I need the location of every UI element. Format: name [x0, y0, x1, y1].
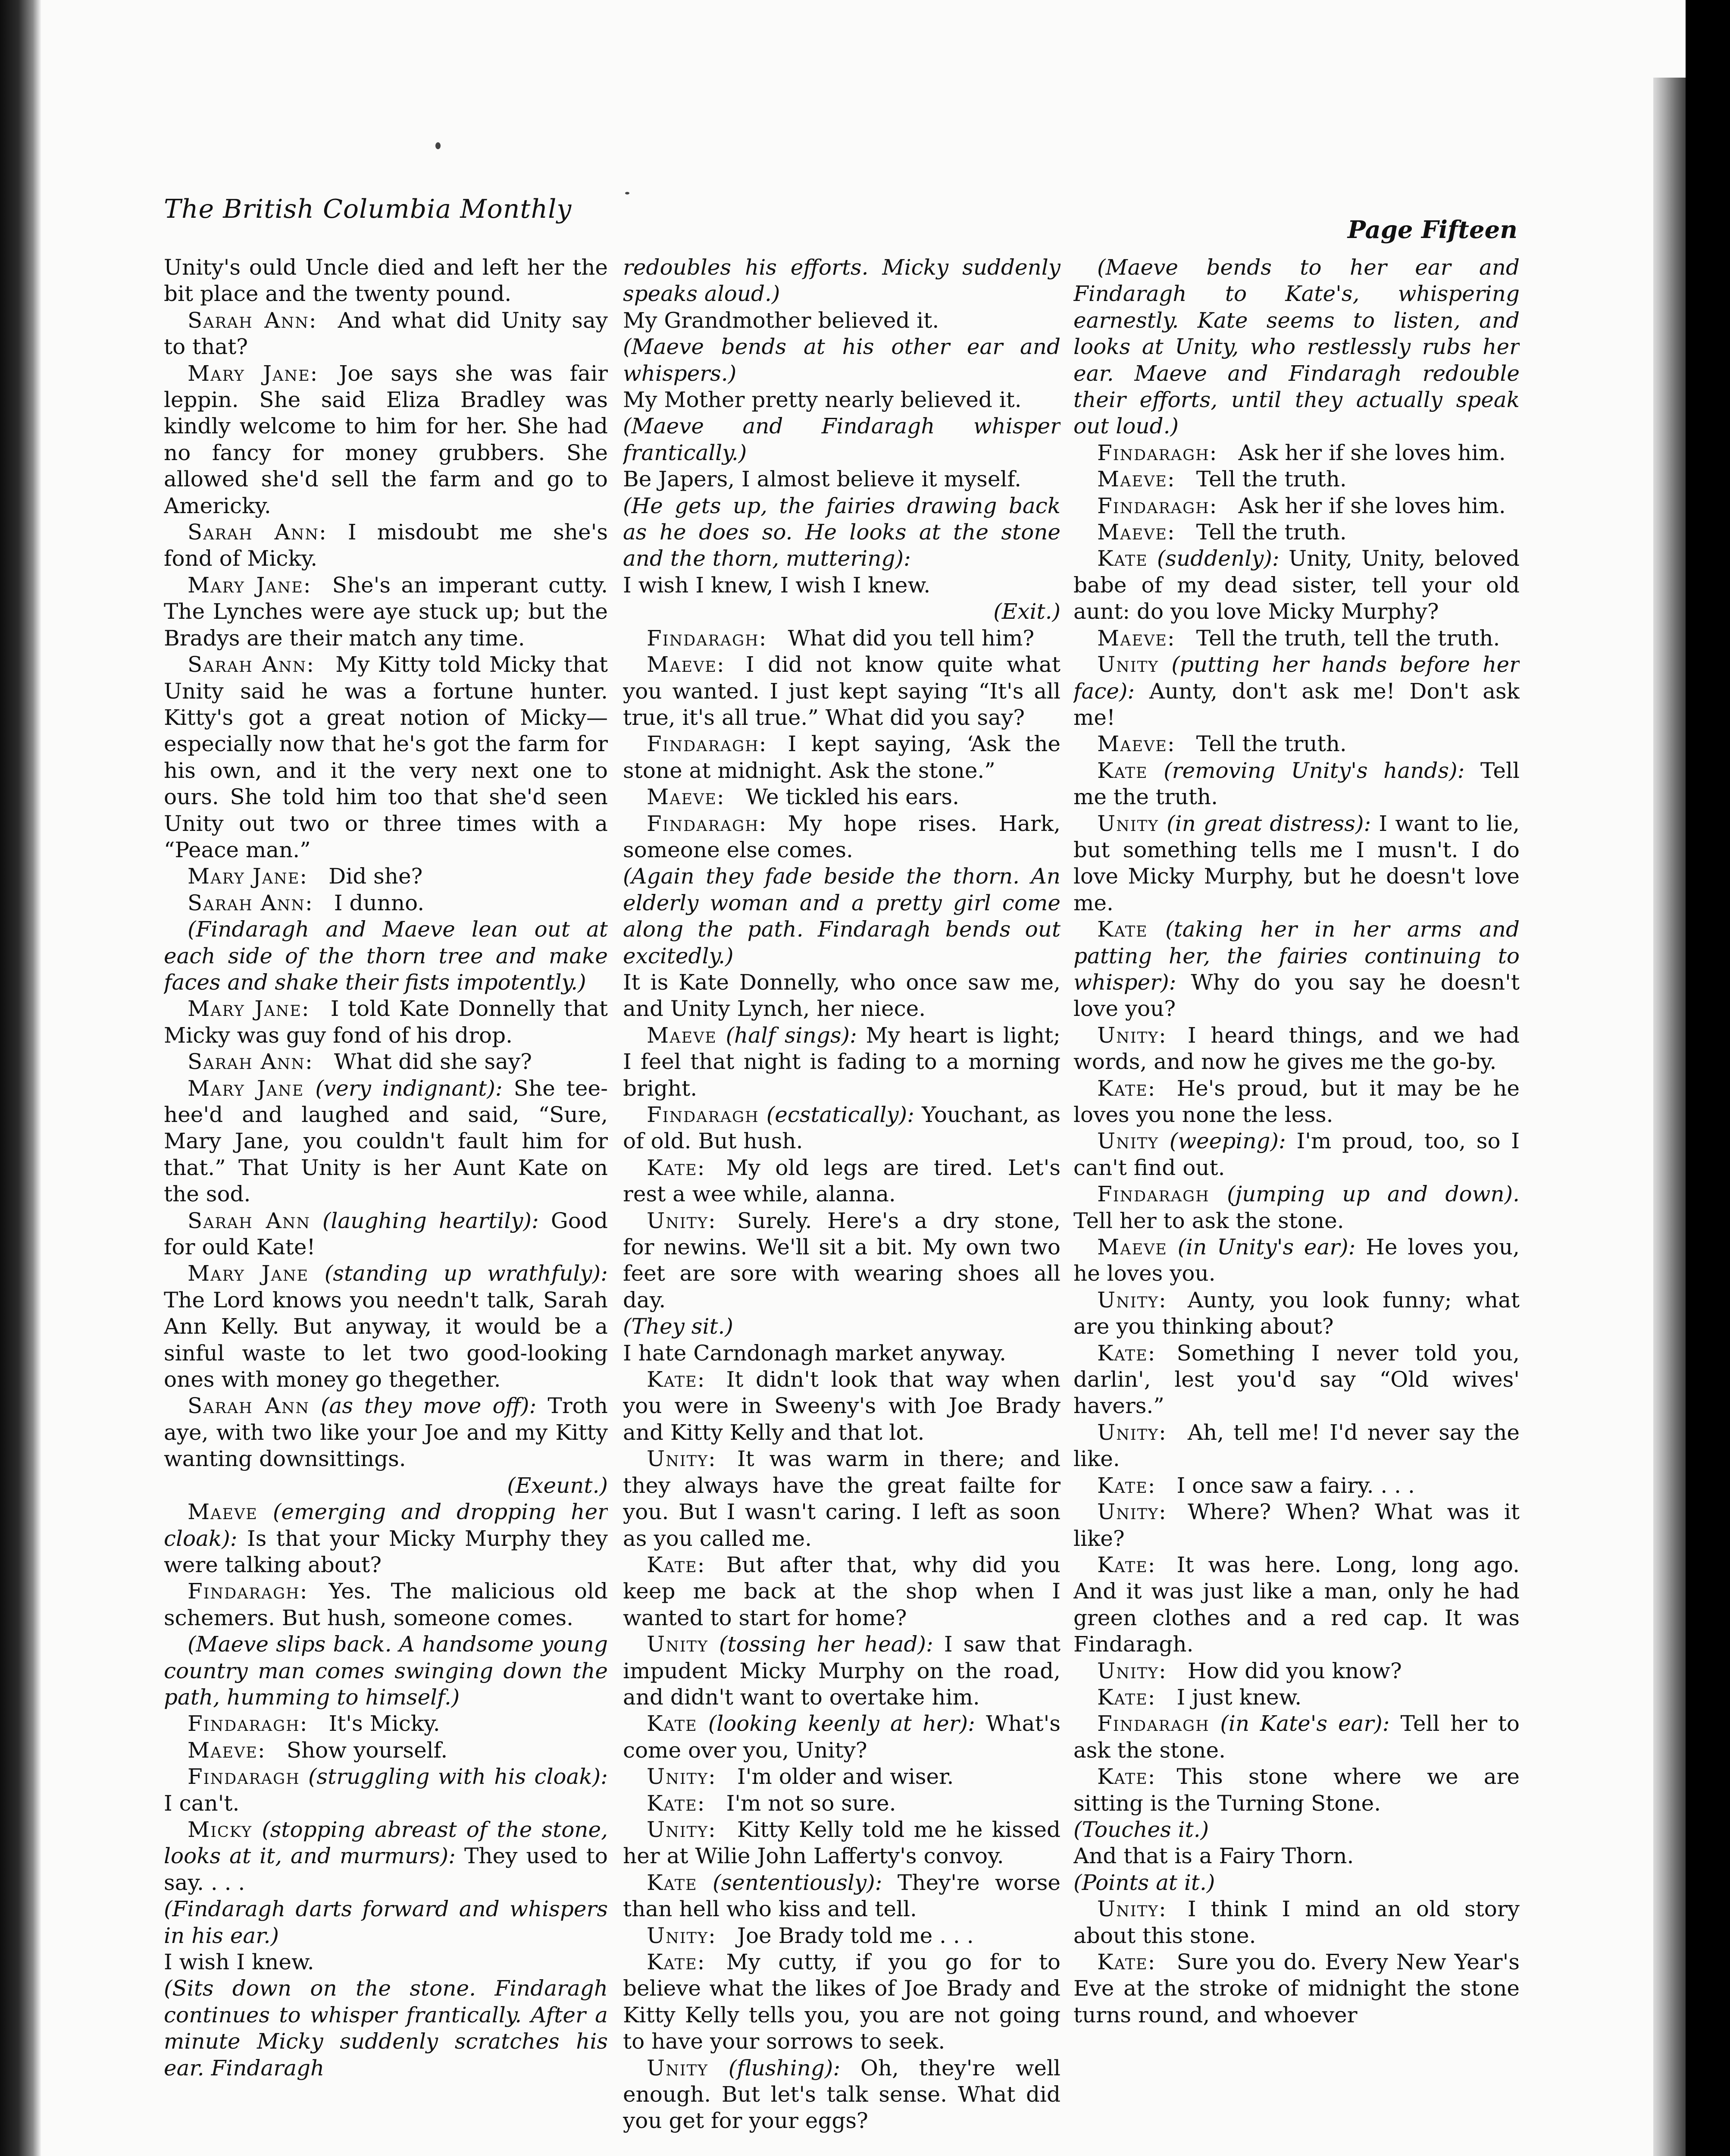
script-paragraph: [1073, 1870, 1520, 1896]
script-paragraph: Unity: Aunty, you look funny; what are you thinking about?: [1073, 1287, 1520, 1339]
speaker-name: Unity: [1097, 1658, 1159, 1683]
script-paragraph: [623, 1870, 1061, 1923]
dialogue-text: And that is a Fairy Thorn.: [1073, 1843, 1354, 1869]
stage-direction: (taking her in her arms and patting her, the fairies continuing to whisper):: [1073, 917, 1520, 995]
speaker-name: Sarah Ann: [188, 307, 309, 333]
speaker-name: Mary Jane: [188, 864, 300, 889]
stage-direction: (very indignant):: [315, 1075, 503, 1101]
speaker-name: Unity: [1097, 1022, 1159, 1048]
dialogue-text: My cutty, if you go for to believe what the likes of Joe Brady and Kitty Kelly tells you, you are not going to have your sorrows to seek.: [623, 1949, 1061, 2054]
stage-direction: (in Kate's ear):: [1220, 1711, 1390, 1736]
script-paragraph: [164, 1975, 608, 2081]
script-paragraph: Kate: My cutty, if you go for to believe what the likes of Joe Brady and Kitty Kelly tells you, you are not going to have your sorrows to seek.: [623, 1949, 1061, 2054]
dialogue-text: They're worse than hell who kiss and tell.: [623, 1870, 1061, 1922]
script-paragraph: Mary Jane: Did she?: [188, 864, 423, 889]
dialogue-text: How did you know?: [1187, 1658, 1402, 1683]
script-paragraph: Kate: He's proud, but it may be he loves you none the less.: [1073, 1075, 1520, 1127]
dialogue-text: I want to lie, but something tells me I musn't. I do love Micky Murphy, but he doesn't love me.: [1073, 811, 1520, 915]
dialogue-text: I wish I knew.: [164, 1949, 314, 1974]
script-paragraph: [623, 307, 1061, 334]
dialogue-text: And what did Unity say to that?: [164, 307, 608, 360]
script-paragraph: Unity: It was warm in there; and they always have the great failte for you. But I wasn't caring. I left as soon as you called me.: [623, 1446, 1061, 1551]
stage-direction: (putting her hands before her face):: [1073, 652, 1520, 704]
speaker-name: Unity: [647, 1446, 709, 1472]
stage-direction: (weeping):: [1169, 1128, 1286, 1154]
speaker-name: Kate: [1097, 758, 1148, 783]
script-paragraph: Sarah Ann: And what did Unity say to that?: [164, 307, 608, 360]
script-paragraph: [623, 1631, 1061, 1711]
dialogue-text: I'm not so sure.: [726, 1790, 896, 1816]
script-paragraph: Kate: My old legs are tired. Let's rest a wee while, alanna.: [623, 1155, 1061, 1207]
dialogue-text: Ask her if she loves him.: [1238, 440, 1506, 465]
dialogue-text: Show yourself.: [286, 1737, 448, 1763]
script-paragraph: Findaragh: What did you tell him?: [647, 625, 1035, 651]
dialogue-text: Sure you do. Every New Year's Eve at the stroke of midnight the stone turns round, and whoever: [1073, 1949, 1520, 2028]
dialogue-text: She tee-hee'd and laughed and said, “Sure, Mary Jane, you couldn't fault him for that.” That Unity is her Aunt Kate on the sod.: [164, 1075, 608, 1207]
script-paragraph: [623, 1340, 1061, 1366]
speaker-name: Mary Jane: [188, 1075, 304, 1101]
script-paragraph: Sarah Ann: I dunno.: [188, 890, 425, 915]
script-paragraph: Kate: I once saw a fairy. . . .: [1097, 1473, 1415, 1498]
dialogue-text: Surely. Here's a dry stone, for newins. We'll sit a bit. My own two feet are sore with wearing shoes all day.: [623, 1208, 1061, 1313]
speaker-name: Findaragh: [647, 731, 759, 757]
stage-direction: (tossing her head):: [719, 1632, 933, 1657]
script-paragraph: [623, 466, 1061, 492]
speaker-name: Kate: [1097, 1340, 1148, 1366]
speaker-name: Kate: [647, 1949, 698, 1974]
speaker-name: Maeve: [1097, 625, 1167, 651]
dialogue-text: My Kitty told Micky that Unity said he was a fortune hunter. Kitty's got a great notion of Micky—especially now that he's got the farm for his own, and it the very next one to ours. She told him too that she'd seen Unity out two or three times with a “Peace man.”: [164, 652, 608, 862]
speaker-name: Unity: [647, 1764, 709, 1789]
dialogue-text: Where? When? What was it like?: [1073, 1499, 1520, 1551]
stage-direction: (sententiously):: [713, 1870, 882, 1895]
script-paragraph: Findaragh: It's Micky.: [188, 1711, 440, 1736]
dialogue-text: Kitty Kelly told me he kissed her at Wilie John Lafferty's convoy.: [623, 1817, 1061, 1869]
script-paragraph: Unity: Ah, tell me! I'd never say the like.: [1073, 1420, 1520, 1472]
stage-direction: redoubles his efforts. Micky suddenly speaks aloud.): [623, 255, 1061, 307]
speaker-name: Kate: [1097, 1473, 1148, 1498]
dialogue-text: Unity, Unity, beloved babe of my dead sister, tell your old aunt: do you love Micky Murphy?: [1073, 546, 1520, 624]
speaker-name: Findaragh: [1097, 440, 1210, 465]
script-paragraph: [623, 599, 1061, 625]
script-paragraph: [1073, 254, 1520, 440]
speaker-name: Kate: [647, 1552, 698, 1577]
speaker-name: Sarah Ann: [188, 890, 305, 915]
script-paragraph: [1073, 545, 1520, 625]
script-paragraph: [164, 1499, 608, 1578]
dialogue-text: Yes. The malicious old schemers. But hush, someone comes.: [164, 1579, 608, 1630]
dialogue-text: What did you tell him?: [788, 625, 1035, 651]
stage-direction: (Maeve and Findaragh whisper frantically.): [623, 414, 1061, 465]
speaker-name: Maeve: [1097, 520, 1167, 545]
script-paragraph: Maeve: Tell the truth.: [1097, 731, 1347, 757]
stage-direction: (as they move off):: [321, 1393, 537, 1419]
script-paragraph: [1073, 1128, 1520, 1181]
speaker-name: Findaragh: [647, 1102, 759, 1127]
script-paragraph: Unity: I heard things, and we had words, and now he gives me the go-by.: [1073, 1022, 1520, 1075]
speaker-name: Unity: [647, 1632, 709, 1657]
dialogue-text: I hate Carndonagh market anyway.: [623, 1340, 1006, 1366]
dialogue-text: What did she say?: [334, 1049, 532, 1075]
stage-direction: (Touches it.): [1073, 1817, 1209, 1842]
dialogue-text: Joe says she was fair leppin. She said Eliza Bradley was kindly welcome to him for her. She had no fancy for money grubbers. She allowed she'd sell the farm and go to Americky.: [164, 360, 608, 518]
script-paragraph: [1073, 1181, 1520, 1234]
stage-direction: (stopping abreast of the stone, looks at it, and murmurs):: [164, 1817, 608, 1869]
script-paragraph: [164, 1260, 608, 1393]
script-paragraph: Sarah Ann: I misdoubt me she's fond of Micky.: [164, 520, 608, 571]
dialogue-text: What's come over you, Unity?: [623, 1711, 1061, 1763]
stage-direction: (looking keenly at her):: [708, 1711, 975, 1736]
speaker-name: Unity: [1097, 1896, 1159, 1922]
stage-direction: (suddenly):: [1157, 546, 1280, 571]
dialogue-text: Something I never told you, darlin', lest you'd say “Old wives' havers.”: [1073, 1340, 1520, 1419]
dialogue-text: It didn't look that way when you were in Sweeny's with Joe Brady and Kitty Kelly and that lot.: [623, 1367, 1061, 1445]
script-paragraph: [623, 2055, 1061, 2134]
dialogue-text: Ah, tell me! I'd never say the like.: [1073, 1420, 1520, 1472]
script-paragraph: [164, 1473, 608, 1499]
speaker-name: Findaragh: [1097, 493, 1210, 518]
speaker-name: Kate: [1097, 917, 1148, 942]
dialogue-text: Is that your Micky Murphy they were talking about?: [164, 1526, 608, 1577]
stage-direction: (Exeunt.): [507, 1473, 608, 1498]
speaker-name: Findaragh: [1097, 1711, 1210, 1736]
speaker-name: Sarah Ann: [188, 1393, 310, 1419]
speaker-name: Kate: [1097, 1764, 1148, 1789]
script-paragraph: [1073, 916, 1520, 1022]
ink-speck: [435, 142, 441, 149]
speaker-name: Unity: [1097, 811, 1159, 836]
speaker-name: Mary Jane: [188, 996, 302, 1022]
dialogue-text: Ask her if she loves him.: [1238, 493, 1506, 518]
script-paragraph: Kate: I'm not so sure.: [647, 1790, 896, 1816]
speaker-name: Mary Jane: [188, 360, 310, 386]
dialogue-text: My old legs are tired. Let's rest a wee while, alanna.: [623, 1155, 1061, 1207]
dialogue-text: Did she?: [328, 864, 423, 889]
script-paragraph: [623, 334, 1061, 387]
dialogue-text: They used to say. . . .: [164, 1843, 608, 1895]
script-paragraph: [164, 1949, 608, 1975]
script-paragraph: Findaragh: Yes. The malicious old schemers. But hush, someone comes.: [164, 1579, 608, 1630]
dialogue-text: Tell me the truth.: [1073, 758, 1520, 810]
script-paragraph: [1073, 811, 1520, 917]
dialogue-text: I think I mind an old story about this stone.: [1073, 1896, 1520, 1948]
speaker-name: Sarah Ann: [188, 1208, 310, 1233]
script-paragraph: [623, 863, 1061, 969]
dialogue-text: Tell her to ask the stone.: [1073, 1711, 1520, 1763]
right-border: [1686, 0, 1730, 2156]
script-paragraph: [164, 1764, 608, 1817]
stage-direction: (Points at it.): [1073, 1870, 1215, 1895]
dialogue-text: My Grandmother believed it.: [623, 307, 939, 333]
dialogue-text: I dunno.: [334, 890, 425, 915]
script-paragraph: [1073, 1234, 1520, 1287]
script-paragraph: Unity: Kitty Kelly told me he kissed her at Wilie John Lafferty's convoy.: [623, 1817, 1061, 1869]
stage-direction: (Sits down on the stone. Findaragh continues to whisper frantically. After a minute Micky suddenly scratches his ear. Findaragh: [164, 1976, 608, 2081]
script-paragraph: [623, 572, 1061, 599]
dialogue-text: Tell the truth.: [1196, 520, 1347, 545]
script-paragraph: [1073, 1711, 1520, 1764]
stage-direction: (Exit.): [993, 599, 1061, 624]
script-paragraph: [623, 413, 1061, 466]
script-paragraph: Kate: This stone where we are sitting is the Turning Stone.: [1073, 1764, 1520, 1816]
dialogue-text: Oh, they're well enough. But let's talk sense. What did you get for your eggs?: [623, 2055, 1061, 2134]
stage-direction: (in Unity's ear):: [1177, 1235, 1356, 1260]
dialogue-text: But after that, why did you keep me back at the shop when I wanted to start for home?: [623, 1552, 1061, 1630]
page-number: Page Fifteen: [1347, 216, 1517, 244]
text-column-2: [623, 254, 1061, 2156]
dialogue-text: Tell the truth.: [1196, 467, 1347, 492]
script-paragraph: [1073, 1843, 1520, 1869]
dialogue-text: I wish I knew, I wish I knew.: [623, 572, 931, 598]
script-paragraph: [164, 1817, 608, 1896]
speaker-name: Findaragh: [188, 1579, 300, 1604]
script-paragraph: [623, 1711, 1061, 1764]
script-paragraph: Kate: Sure you do. Every New Year's Eve at the stroke of midnight the stone turns round, and whoever: [1073, 1949, 1520, 2028]
speaker-name: Kate: [1097, 546, 1148, 571]
dialogue-text: Tell her to ask the stone.: [1073, 1208, 1344, 1233]
dialogue-text: I once saw a fairy. . . .: [1176, 1473, 1415, 1498]
dialogue-text: Good for ould Kate!: [164, 1208, 608, 1260]
speaker-name: Mary Jane: [188, 1261, 309, 1286]
script-paragraph: Mary Jane: I told Kate Donnelly that Micky was guy fond of his drop.: [164, 996, 608, 1048]
speaker-name: Unity: [647, 1923, 709, 1948]
speaker-name: Unity: [1097, 1287, 1159, 1313]
left-page-edge: [0, 0, 41, 2156]
publication-title: The British Columbia Monthly: [164, 194, 572, 224]
script-paragraph: Unity: Surely. Here's a dry stone, for newins. We'll sit a bit. My own two feet are sore with wearing shoes all day.: [623, 1208, 1061, 1313]
script-paragraph: Kate: Something I never told you, darlin', lest you'd say “Old wives' havers.”: [1073, 1340, 1520, 1419]
stage-direction: (Maeve bends at his other ear and whispers.): [623, 334, 1061, 386]
speaker-name: Unity: [1097, 1128, 1159, 1154]
script-paragraph: [164, 1075, 608, 1208]
script-paragraph: Unity: Where? When? What was it like?: [1073, 1499, 1520, 1551]
stage-direction: (flushing):: [728, 2055, 841, 2081]
text-column-3: [1073, 254, 1520, 2156]
script-paragraph: Kate: It didn't look that way when you were in Sweeny's with Joe Brady and Kitty Kelly and that lot.: [623, 1367, 1061, 1445]
dialogue-text: I just knew.: [1176, 1684, 1302, 1710]
speaker-name: Maeve: [647, 652, 717, 677]
script-paragraph: [164, 254, 608, 307]
script-paragraph: Unity: I'm older and wiser.: [647, 1764, 954, 1789]
dialogue-text: Tell the truth, tell the truth.: [1196, 625, 1500, 651]
binding-shadow: [1653, 78, 1686, 2156]
speaker-name: Maeve: [188, 1499, 258, 1525]
speaker-name: Kate: [647, 1790, 698, 1816]
speaker-name: Findaragh: [188, 1764, 300, 1789]
script-paragraph: Unity: Joe Brady told me . . .: [647, 1923, 974, 1948]
script-paragraph: Maeve: Tell the truth.: [1097, 520, 1347, 545]
dialogue-text: Aunty, don't ask me! Don't ask me!: [1073, 678, 1520, 730]
dialogue-text: My heart is light; I feel that night is fading to a morning bright.: [623, 1022, 1061, 1101]
stage-direction: (ecstatically):: [766, 1102, 914, 1127]
speaker-name: Maeve: [647, 1022, 717, 1048]
speaker-name: Micky: [188, 1817, 253, 1842]
speaker-name: Maeve: [1097, 731, 1167, 757]
dialogue-text: Tell the truth.: [1196, 731, 1347, 757]
script-paragraph: Mary Jane: She's an imperant cutty. The Lynches were aye stuck up; but the Bradys are their match any time.: [164, 572, 608, 651]
script-paragraph: Mary Jane: Joe says she was fair leppin. She said Eliza Bradley was kindly welcome to him for her. She had no fancy for money grubbers. She allowed she'd sell the farm and go to Americky.: [164, 360, 608, 518]
speaker-name: Sarah Ann: [188, 1049, 305, 1075]
dialogue-text: I kept saying, ‘Ask the stone at midnight. Ask the stone.”: [623, 731, 1061, 783]
speaker-name: Kate: [647, 1155, 698, 1180]
speaker-name: Unity: [1097, 1499, 1159, 1525]
script-paragraph: Kate: It was here. Long, long ago. And it was just like a man, only he had green clothes and a red cap. It was Findaragh.: [1073, 1552, 1520, 1657]
script-paragraph: [623, 1102, 1061, 1155]
script-paragraph: Sarah Ann: What did she say?: [188, 1049, 532, 1075]
dialogue-text: It was warm in there; and they always have the great failte for you. But I wasn't caring. I left as soon as you called me.: [623, 1446, 1061, 1551]
stage-direction: (Again they fade beside the thorn. An elderly woman and a pretty girl come along the path. Findaragh bends out excitedly.): [623, 864, 1061, 968]
script-paragraph: [623, 969, 1061, 1022]
script-paragraph: [623, 254, 1061, 307]
stage-direction: (in great distress):: [1167, 811, 1371, 836]
script-paragraph: Maeve: Tell the truth.: [1097, 467, 1347, 492]
speaker-name: Sarah Ann: [188, 652, 307, 677]
dialogue-text: My Mother pretty nearly believed it.: [623, 387, 1022, 413]
speaker-name: Sarah Ann: [188, 520, 319, 545]
dialogue-text: He loves you, he loves you.: [1073, 1235, 1520, 1286]
stage-direction: (laughing heartily):: [322, 1208, 539, 1233]
script-paragraph: Findaragh: My hope rises. Hark, someone else comes.: [623, 811, 1061, 862]
dialogue-text: We tickled his ears.: [745, 784, 959, 810]
script-paragraph: [164, 1208, 608, 1261]
dialogue-text: This stone where we are sitting is the Turning Stone.: [1073, 1764, 1520, 1816]
speaker-name: Maeve: [647, 784, 717, 810]
dialogue-text: I misdoubt me she's fond of Micky.: [164, 520, 608, 571]
stage-direction: (emerging and dropping her cloak):: [164, 1499, 608, 1551]
dialogue-text: My hope rises. Hark, someone else comes.: [623, 811, 1061, 862]
speaker-name: Kate: [647, 1870, 698, 1895]
script-paragraph: Unity: How did you know?: [1097, 1658, 1402, 1683]
stage-direction: (struggling with his cloak):: [308, 1764, 608, 1789]
script-paragraph: [623, 1313, 1061, 1340]
speaker-name: Findaragh: [647, 811, 759, 836]
speaker-name: Maeve: [1097, 1235, 1167, 1260]
speaker-name: Kate: [1097, 1075, 1148, 1101]
dialogue-text: Unity's ould Uncle died and left her the bit place and the twenty pound.: [164, 255, 608, 307]
speaker-name: Mary Jane: [188, 572, 303, 598]
dialogue-text: Youchant, as of old. But hush.: [623, 1102, 1061, 1154]
text-column-1: [164, 254, 608, 2156]
dialogue-text: The Lord knows you needn't talk, Sarah Ann Kelly. But anyway, it would be a sinful waste to let two good-looking ones with money go thegether.: [164, 1287, 608, 1392]
dialogue-text: It's Micky.: [328, 1711, 440, 1736]
script-paragraph: [164, 1631, 608, 1711]
speaker-name: Unity: [1097, 1420, 1159, 1445]
dialogue-text: He's proud, but it may be he loves you none the less.: [1073, 1075, 1520, 1127]
script-paragraph: [623, 387, 1061, 413]
script-paragraph: [623, 1022, 1061, 1102]
speaker-name: Kate: [647, 1367, 698, 1392]
speaker-name: Findaragh: [188, 1711, 300, 1736]
dialogue-text: I'm proud, too, so I can't find out.: [1073, 1128, 1520, 1180]
script-paragraph: Maeve: I did not know quite what you wanted. I just kept saying “It's all true, it's all true.” What did you say?: [623, 652, 1061, 730]
script-paragraph: Findaragh: I kept saying, ‘Ask the stone at midnight. Ask the stone.”: [623, 731, 1061, 783]
script-paragraph: [623, 493, 1061, 572]
speaker-name: Kate: [1097, 1949, 1148, 1974]
stage-direction: (removing Unity's hands):: [1164, 758, 1465, 783]
dialogue-text: Joe Brady told me . . .: [737, 1923, 974, 1948]
dialogue-text: Why do you say he doesn't love you?: [1073, 969, 1520, 1022]
dialogue-text: I did not know quite what you wanted. I just kept saying “It's all true, it's all true.” What did you say?: [623, 652, 1061, 730]
dialogue-text: It is Kate Donnelly, who once saw me, and Unity Lynch, her niece.: [623, 969, 1061, 1022]
dialogue-text: I saw that impudent Micky Murphy on the road, and didn't want to overtake him.: [623, 1632, 1061, 1710]
script-paragraph: Findaragh: Ask her if she loves him.: [1097, 440, 1506, 465]
speaker-name: Maeve: [1097, 467, 1167, 492]
speaker-name: Findaragh: [1097, 1181, 1210, 1207]
dialogue-text: It was here. Long, long ago. And it was just like a man, only he had green clothes and a red cap. It was Findaragh.: [1073, 1552, 1520, 1657]
stage-direction: (Findaragh darts forward and whispers in his ear.): [164, 1896, 608, 1948]
script-paragraph: Maeve: Show yourself.: [188, 1737, 448, 1763]
stage-direction: (They sit.): [623, 1314, 733, 1339]
page-header: [164, 185, 1517, 246]
stage-direction: (Findaragh and Maeve lean out at each side of the thorn tree and make faces and shake their fists impotently.): [164, 917, 608, 995]
speaker-name: Findaragh: [647, 625, 759, 651]
speaker-name: Unity: [647, 1208, 709, 1233]
speaker-name: Kate: [647, 1711, 698, 1736]
stage-direction: (Maeve bends to her ear and Findaragh to Kate's, whispering earnestly. Kate seems to listen, and looks at Unity, who restlessly rubs her ear. Maeve and Findaragh redouble their efforts, until they actually speak out loud.): [1073, 255, 1520, 439]
dialogue-text: She's an imperant cutty. The Lynches were aye stuck up; but the Bradys are their match any time.: [164, 572, 608, 651]
speaker-name: Kate: [1097, 1684, 1148, 1710]
dialogue-text: I told Kate Donnelly that Micky was guy fond of his drop.: [164, 996, 608, 1048]
script-paragraph: Sarah Ann: My Kitty told Micky that Unity said he was a fortune hunter. Kitty's got a great notion of Micky—especially now that he's got the farm for his own, and it the very next one to ours. She told him too that she'd seen Unity out two or three times with a “Peace man.”: [164, 652, 608, 862]
dialogue-text: I'm older and wiser.: [737, 1764, 954, 1789]
script-paragraph: [1073, 652, 1520, 731]
stage-direction: (jumping up and down).: [1227, 1181, 1520, 1207]
script-paragraph: Findaragh: Ask her if she loves him.: [1097, 493, 1506, 518]
script-paragraph: [164, 1896, 608, 1949]
speaker-name: Maeve: [188, 1737, 258, 1763]
dialogue-text: I heard things, and we had words, and now he gives me the go-by.: [1073, 1022, 1520, 1075]
stage-direction: (He gets up, the fairies drawing back as he does so. He looks at the stone and the thorn, muttering):: [623, 493, 1061, 571]
speaker-name: Unity: [1097, 652, 1159, 677]
dialogue-text: I can't.: [164, 1790, 240, 1816]
speaker-name: Kate: [1097, 1552, 1148, 1577]
script-paragraph: [164, 1393, 608, 1472]
script-paragraph: [1073, 758, 1520, 811]
speaker-name: Unity: [647, 1817, 709, 1842]
script-paragraph: [164, 916, 608, 996]
speaker-name: Unity: [647, 2055, 709, 2081]
script-paragraph: [1073, 1817, 1520, 1843]
stage-direction: (Maeve slips back. A handsome young country man comes swinging down the path, humming to himself.): [164, 1632, 608, 1710]
script-paragraph: Maeve: Tell the truth, tell the truth.: [1097, 625, 1500, 651]
dialogue-text: Be Japers, I almost believe it myself.: [623, 467, 1022, 492]
script-paragraph: Unity: I think I mind an old story about this stone.: [1073, 1896, 1520, 1948]
script-paragraph: Maeve: We tickled his ears.: [647, 784, 959, 810]
script-paragraph: Kate: I just knew.: [1097, 1684, 1302, 1710]
script-paragraph: Kate: But after that, why did you keep me back at the shop when I wanted to start for home?: [623, 1552, 1061, 1630]
stage-direction: (standing up wrathfuly):: [324, 1261, 608, 1286]
stage-direction: (half sings):: [726, 1022, 857, 1048]
dialogue-text: Troth aye, with two like your Joe and my Kitty wanting downsittings.: [164, 1393, 608, 1472]
dialogue-text: Aunty, you look funny; what are you thinking about?: [1073, 1287, 1520, 1339]
